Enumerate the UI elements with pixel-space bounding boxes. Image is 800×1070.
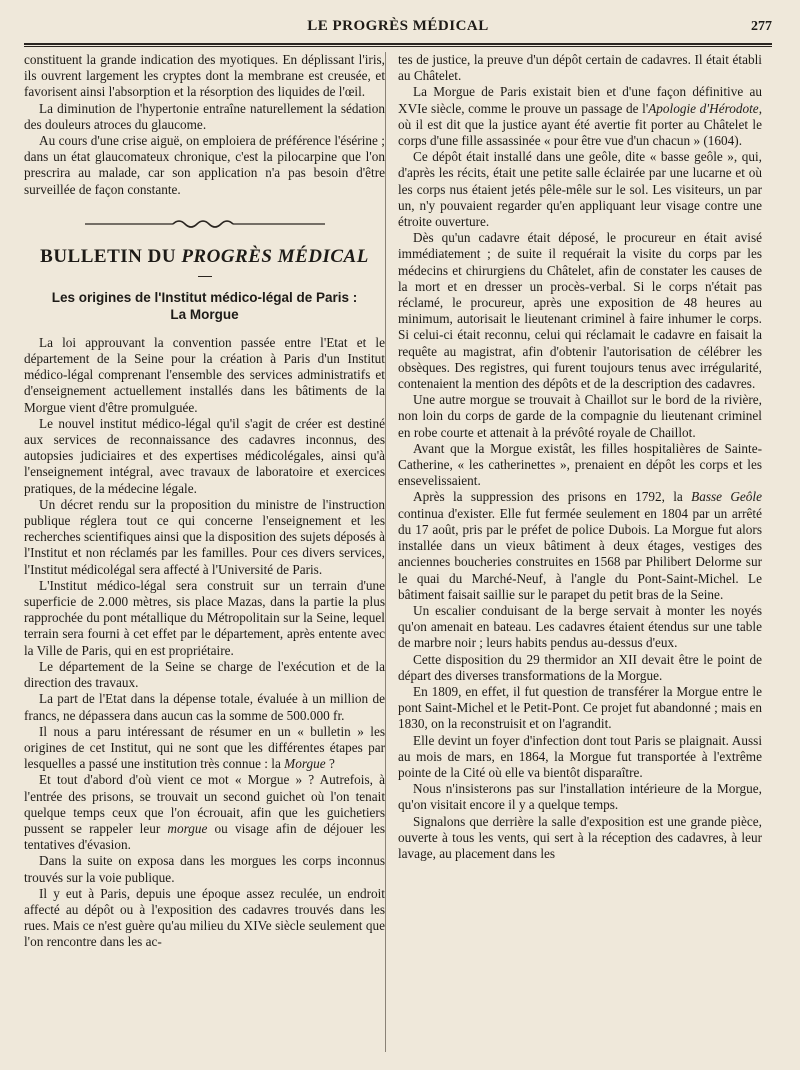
running-head xyxy=(24,18,772,40)
paragraph xyxy=(24,724,385,773)
bulletin-title-italic: PROGRÈS MÉDICAL xyxy=(181,245,369,267)
paragraph: Il y eut à Paris, depuis une époque assez reculée, un endroit affecté au dépôt ou à l'exposition des cadavres trouvés dans les rues. Mais ce n'est guère qu'au milieu du XIVe siècle seulement que l'on rencontre dans les ac- xyxy=(24,885,385,950)
paragraph: Avant que la Morgue existât, les filles hospitalières de Sainte-Catherine, « les catherinettes », prenaient en dépôt les corps et les ensevelissaient. xyxy=(398,440,762,489)
paragraph xyxy=(398,84,762,149)
paragraph: La part de l'Etat dans la dépense totale, évaluée à un million de francs, ne dépassera dans aucun cas la somme de 500.000 fr. xyxy=(24,691,385,723)
paragraph: Un escalier conduisant de la berge servait à monter les noyés qu'on amenait en bateau. Les cadavres étaient étendus sur une table de marbre noir ; leurs habits pendus au-dessus d'eux. xyxy=(398,602,762,651)
running-title: LE PROGRÈS MÉDICAL xyxy=(307,18,489,34)
text-run: La Morgue de Paris existait bien et d'une façon définitive au XVIe siècle, comme le prouve un passage de l' xyxy=(398,84,762,116)
section-title xyxy=(24,289,385,323)
paragraph xyxy=(398,489,762,602)
left-column xyxy=(24,52,385,951)
paragraph: constituent la grande indication des myotiques. En déplissant l'iris, ils ouvrent largement les cryptes dont la membrane est creusée, et favorisent ainsi l'absorption et la résorption des liquides de l'œil. xyxy=(24,52,385,100)
section-title-line: La Morgue xyxy=(170,306,239,322)
paragraph: tes de justice, la preuve d'un dépôt certain de cadavres. Il était établi au Châtelet. xyxy=(398,52,762,84)
paragraph: Elle devint un foyer d'infection dont tout Paris se plaignait. Aussi au mois de mars, en 1864, la Morgue fut transportée à l'extrême pointe de la Cité où elle va bientôt disparaître. xyxy=(398,732,762,780)
text-run: Et tout d'abord d'où vient ce mot « Morgue » ? Autrefois, à l'entrée des prisons, se trouvait un second guichet où l'on tenait quelque temps ceux que l'on écrouait, afin que les guichetiers pussent se rappeler leur xyxy=(24,772,385,836)
page-number: 277 xyxy=(751,19,772,34)
paragraph: Cette disposition du 29 thermidor an XII devait être le point de départ des diverses transformations de la Morgue. xyxy=(398,651,762,683)
ornament-divider-icon xyxy=(85,216,325,232)
paragraph: Dans la suite on exposa dans les morgues les corps inconnus trouvés sur la voie publique. xyxy=(24,853,385,885)
paragraph: Dès qu'un cadavre était déposé, le procureur en était avisé immédiatement ; de suite il requérait la visite du corps par les médecins et chirurgiens du Châtelet, afin de constater les causes de la mort et en dresser un procès-verbal. Si le corps n'était pas réclamé, le procureur, après une exposition de 48 heures au minimum, autorisait le lieutenant criminel à faire inhumer le corps. Si celui-ci était reconnu, celui qui réclamait le cadavre en faisait la requête au magistrat, afin d'obtenir l'autorisation de célébrer les obsèques. Des registres, qui furent toujours tenus avec irrégularité, contenaient la mention des dépôts et de la description des cadavres. xyxy=(398,230,762,392)
text-run: ou visage afin de déjouer les tentatives d'évasion. xyxy=(24,820,385,853)
text-run-italic: morgue xyxy=(167,820,208,836)
paragraph: Le nouvel institut médico-légal qu'il s'agit de créer est destiné aux services de reconnaissance des cadavres inconnus, des autopsies judiciaires et des expertises médicolégales, ainsi qu'à l'enseignement intégral, avec travaux de laboratoire et exercices pratiques, de la médecine légale. xyxy=(24,415,385,496)
text-run: , où il est dit que la justice ayant été avertie fit porter au Châtelet le corps d'une fille assassinée « pour être vue d'un chacun » (1604). xyxy=(398,100,762,149)
paragraph: La diminution de l'hypertonie entraîne naturellement la sédation des douleurs atroces du glaucome. xyxy=(24,100,385,132)
paragraph: Un décret rendu sur la proposition du ministre de l'instruction publique réglera tout ce qui concerne l'enseignement et les recherches scientifiques ainsi que la disposition des sujets déposés à l'Institut et non réclamés par les familles. Pour ces divers services, l'Institut médicolégal sera affecté à l'Université de Paris. xyxy=(24,496,385,577)
text-run: Après la suppression des prisons en 1792, la xyxy=(413,489,692,505)
column-divider xyxy=(385,52,386,1052)
paragraph: La loi approuvant la convention passée entre l'Etat et le département de la Seine pour la création à Paris d'un Institut médico-légal comprenant l'ensemble des services administratifs et d'enseignement actuellement installés dans les bâtiments de la Morgue vient d'être promulguée. xyxy=(24,334,385,415)
paragraph: L'Institut médico-légal sera construit sur un terrain d'une superficie de 2.000 mètres, sis place Mazas, dans la partie la plus rapprochée du pont métallique du Métropolitain sur la Seine, lequel terrain sera fourni à cet effet par le département, après entente avec la Ville de Paris, qui en est propriétaire. xyxy=(24,577,385,658)
paragraph: Une autre morgue se trouvait à Chaillot sur le bord de la rivière, non loin du corps de garde de la compagnie du lieutenant criminel en robe courte et attenait à la prévôté royale de Chaillot. xyxy=(398,392,762,440)
paragraph: Nous n'insisterons pas sur l'installation intérieure de la Morgue, qu'on visitait encore il y a quelque temps. xyxy=(398,781,762,813)
text-run: continua d'exister. Elle fut fermée seulement en 1804 par un arrêté du 17 août, pris par le préfet de police Dubois. La Morgue fut alors installée dans un vieux bâtiment à deux étages, vestiges des anciennes boucheries construites en 1568 par Philibert Delorme sur le quai du Marché-Neuf, à l'angle du Pont-Saint-Michel. Le bâtiment faisait saillie sur le parapet du petit bras de la Seine. xyxy=(398,505,762,602)
paragraph: Le département de la Seine se charge de l'exécution et de la direction des travaux. xyxy=(24,658,385,691)
text-run-italic: Apologie d'Hérodote xyxy=(648,100,759,116)
text-run: ? xyxy=(325,756,335,772)
section-title-line: Les origines de l'Institut médico-légal de Paris : xyxy=(51,289,358,305)
header-rule xyxy=(24,43,772,47)
paragraph: En 1809, en effet, il fut question de transférer la Morgue entre le pont Saint-Michel et le Petit-Pont. Ce projet fut abandonné ; mais en 1830, on la reconstruisit et on l'agrandit. xyxy=(398,683,762,732)
paragraph: Ce dépôt était installé dans une geôle, dite « basse geôle », qui, d'après les récits, était une petite salle éclairée par une lucarne et où les corps nus étaient jetés pêle-mêle sur le sol. Les visiteurs, un par un, n'y pouvaient regarder qu'en appliquant leur visage contre une étroite ouverture. xyxy=(398,149,762,230)
text-run: Il nous a paru intéressant de résumer en un « bulletin » les origines de cet Institut, qui ne sont que les différentes étapes par lesquelles a passé une institution très connue : la xyxy=(24,723,385,772)
paragraph xyxy=(24,772,385,853)
paragraph: Au cours d'une crise aiguë, on emploiera de préférence l'ésérine ; dans un état glaucomateux chronique, c'est la pilocarpine que l'on prescrira au malade, car son application n'a pas besoin d'être surveillée de façon constante. xyxy=(24,133,385,197)
right-column xyxy=(398,52,762,862)
bulletin-title xyxy=(24,246,385,268)
text-run-italic: Morgue xyxy=(284,756,326,772)
text-run-italic: Basse Geôle xyxy=(691,489,762,505)
paragraph: Signalons que derrière la salle d'exposition est une grande pièce, ouverte à tous les vents, qui sert à la réception des cadavres, à leur lavage, au placement dans les xyxy=(398,813,762,861)
title-dash xyxy=(198,276,212,277)
bulletin-title-plain: BULLETIN DU xyxy=(40,245,182,267)
